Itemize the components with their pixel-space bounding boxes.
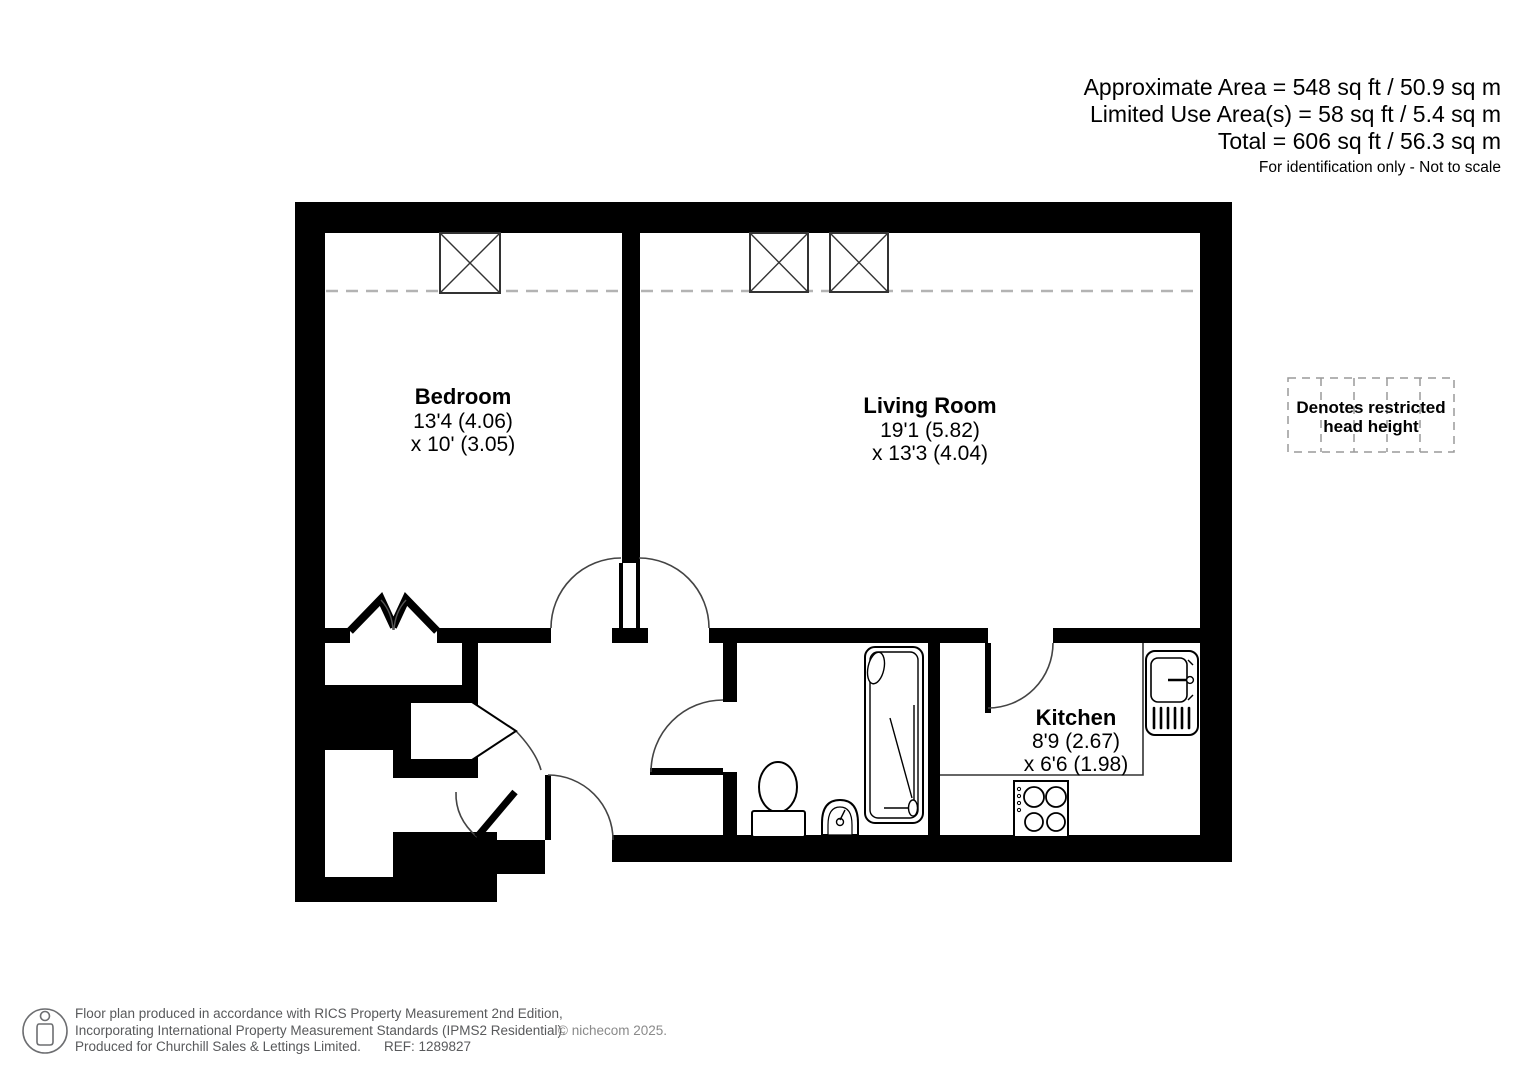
living-room-label xyxy=(863,393,996,465)
window-icon-living-2 xyxy=(830,233,888,292)
window-icon-bedroom xyxy=(440,233,500,293)
identification-note: For identification only - Not to scale xyxy=(1258,159,1501,176)
footer xyxy=(23,1006,667,1054)
kitchen-label xyxy=(1024,705,1128,776)
kitchen-dim1: 8'9 (2.67) xyxy=(1031,730,1121,753)
living-room-dim2: x 13'3 (4.04) xyxy=(871,442,989,465)
area-summary xyxy=(1084,74,1501,176)
bedroom-label xyxy=(411,384,515,456)
cupboard-door-arc xyxy=(516,731,541,770)
bathroom-door-arc xyxy=(651,700,723,772)
person-icon xyxy=(23,1009,67,1053)
cupboard-door-icon xyxy=(410,702,516,760)
room-labels xyxy=(411,384,1128,776)
living-room-dim1: 19'1 (5.82) xyxy=(880,419,980,442)
legend-line2: head height xyxy=(1323,417,1419,436)
skylight-windows xyxy=(440,233,888,293)
legend-line1: Denotes restricted xyxy=(1296,398,1446,417)
legend-restricted-head-height xyxy=(1288,378,1454,452)
sink-unit-icon xyxy=(1146,651,1198,735)
entrance-door-arc xyxy=(548,775,613,840)
window-icon-living-1 xyxy=(750,233,808,292)
footer-line3: Produced for Churchill Sales & Lettings Limited. xyxy=(75,1039,361,1054)
limited-use-area: Limited Use Area(s) = 58 sq ft / 5.4 sq m xyxy=(1090,101,1501,127)
kitchen-door-arc xyxy=(988,643,1053,708)
toilet-icon xyxy=(752,762,805,837)
bedroom-dim1: 13'4 (4.06) xyxy=(413,410,513,433)
approximate-area: Approximate Area = 548 sq ft / 50.9 sq m xyxy=(1083,74,1501,100)
wardrobe-doors-icon xyxy=(350,599,437,631)
bathroom-fixtures xyxy=(752,647,923,837)
bathtub-icon xyxy=(865,647,923,823)
kitchen-dim2: x 6'6 (1.98) xyxy=(1023,753,1129,776)
bedroom-name: Bedroom xyxy=(414,384,512,409)
footer-line2: Incorporating International Property Measurement Standards (IPMS2 Residential). xyxy=(75,1023,566,1038)
storage-door-leaf xyxy=(477,792,515,837)
basin-icon xyxy=(822,800,858,835)
footer-ref: REF: 1289827 xyxy=(384,1039,472,1054)
total-area: Total = 606 sq ft / 56.3 sq m xyxy=(1217,128,1501,154)
kitchen-name: Kitchen xyxy=(1035,705,1117,730)
bedroom-dim2: x 10' (3.05) xyxy=(410,433,516,456)
footer-line1: Floor plan produced in accordance with RICS Property Measurement 2nd Edition, xyxy=(75,1006,563,1021)
storage-door-arc xyxy=(456,792,477,837)
footer-copyright: © nichecom 2025. xyxy=(558,1023,668,1038)
living-room-name: Living Room xyxy=(863,393,997,418)
hob-icon xyxy=(1014,781,1068,837)
bedroom-door-arc xyxy=(551,558,621,628)
living-door-arc xyxy=(639,558,709,628)
